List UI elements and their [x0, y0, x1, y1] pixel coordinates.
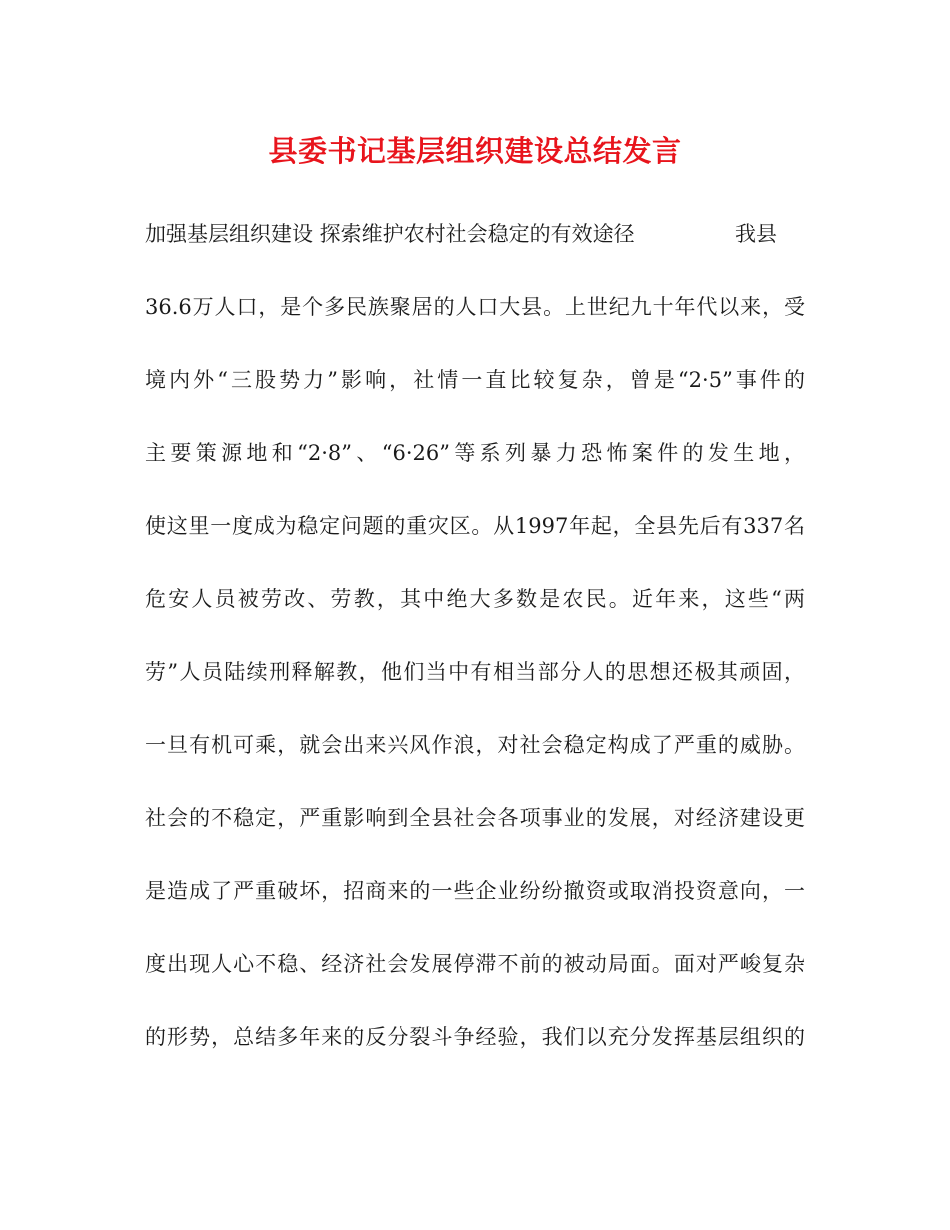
paragraph-start-text: 我县 [735, 222, 777, 246]
paragraph-line: 劳”人员陆续刑释解教，他们当中有相当部分人的思想还极其顽固， [145, 660, 805, 684]
paragraph-line: 危安人员被劳改、劳教，其中绝大多数是农民。近年来，这些“两 [145, 587, 805, 611]
paragraph-line: 一旦有机可乘，就会出来兴风作浪，对社会稳定构成了严重的威胁。 [145, 733, 805, 757]
paragraph-line: 境内外“三股势力”影响，社情一直比较复杂，曾是“2·5”事件的 [145, 368, 805, 392]
section-heading: 加强基层组织建设 探索维护农村社会稳定的有效途径 [145, 222, 635, 246]
document-title: 县委书记基层组织建设总结发言 [268, 134, 682, 168]
paragraph-line: 度出现人心不稳、经济社会发展停滞不前的被动局面。面对严峻复杂 [145, 952, 805, 976]
paragraph-line: 社会的不稳定，严重影响到全县社会各项事业的发展，对经济建设更 [145, 806, 805, 830]
paragraph-line: 36.6万人口，是个多民族聚居的人口大县。上世纪九十年代以来，受 [145, 295, 805, 319]
paragraph-line: 是造成了严重破坏，招商来的一些企业纷纷撤资或取消投资意向，一 [145, 879, 805, 903]
paragraph-line: 主要策源地和“2·8”、“6·26”等系列暴力恐怖案件的发生地， [145, 441, 805, 465]
paragraph-line: 使这里一度成为稳定问题的重灾区。从1997年起，全县先后有337名 [145, 514, 805, 538]
paragraph-line-1 [145, 216, 805, 252]
paragraph-line: 的形势，总结多年来的反分裂斗争经验，我们以充分发挥基层组织的 [145, 1025, 805, 1049]
